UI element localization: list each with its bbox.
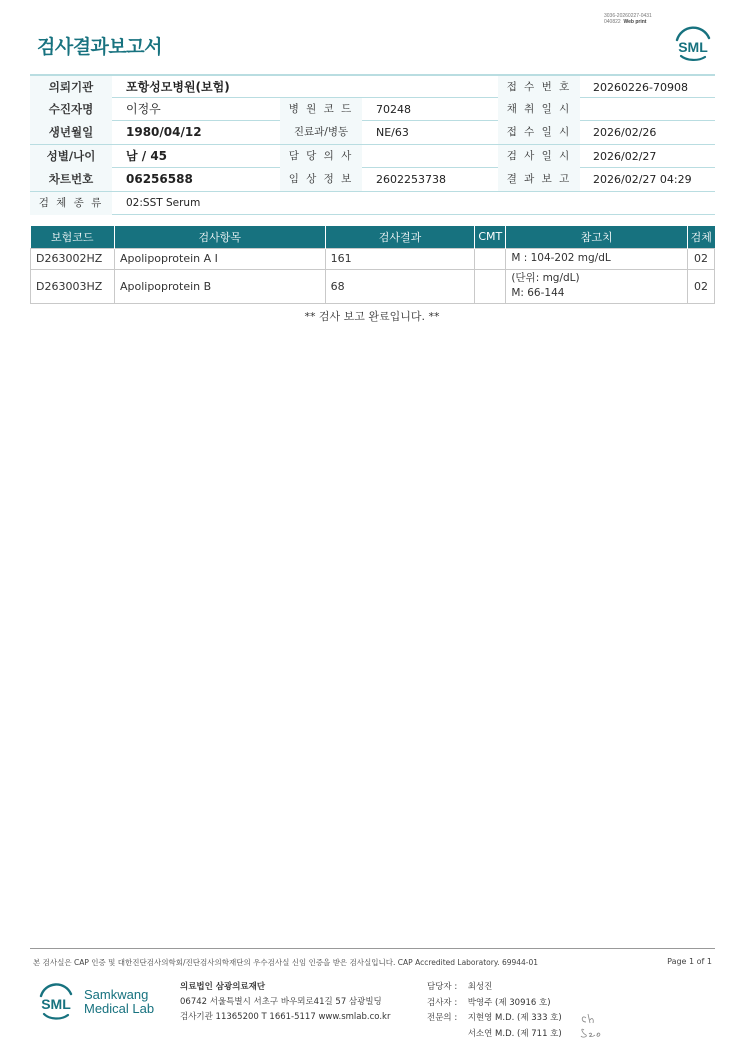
manager-label: 담당자 : [427, 982, 458, 992]
header-item: 검사항목 [114, 226, 325, 248]
receipt-date-value: 2026/02/26 [593, 126, 657, 139]
chart-value: 06256588 [126, 172, 193, 186]
results-header-row [31, 226, 715, 248]
test-date-label: 검 사 일 시 [506, 149, 572, 162]
report-complete-note: ** 검사 보고 완료입니다. ** [304, 310, 440, 323]
specialist-2: 서소연 M.D. (제 711 호) [467, 1028, 562, 1039]
svg-text:SML: SML [678, 39, 708, 55]
header-cmt: CMT [475, 226, 506, 248]
collection-label: 채 취 일 시 [506, 102, 572, 115]
specialist-1: 지현영 M.D. (제 333 호) [467, 1013, 562, 1023]
sex-age-value: 남 / 45 [126, 148, 168, 163]
header-reference: 참고치 [506, 226, 688, 248]
receipt-date-label: 접 수 일 시 [506, 126, 572, 138]
table-row [31, 248, 715, 269]
brand-line2: Medical Lab [84, 1001, 155, 1016]
info-row [30, 145, 715, 169]
org-contact: 검사기관 11365200 T 1661-5117 www.smlab.co.kr [180, 1012, 391, 1022]
sml-logo-icon [36, 980, 76, 1026]
info-row [30, 98, 715, 122]
table-row [31, 269, 715, 303]
insurance-code: D263003HZ [31, 269, 115, 303]
manager-name: 최성진 [467, 982, 493, 992]
requester-label: 의뢰기관 [48, 80, 94, 94]
organization-info [180, 980, 390, 1025]
staff-info [427, 980, 562, 1042]
info-row [30, 121, 715, 145]
page-title: 검사결과보고서 [37, 36, 162, 58]
patient-info-table [30, 74, 715, 215]
header-specimen: 검체 [687, 226, 714, 248]
test-cmt [475, 269, 506, 303]
brand-name [84, 988, 154, 1016]
certification-note: 본 검사실은 CAP 인증 및 대한진단검사의학회/진단검사의학재단의 우수검사실 신임 인증을 받은 검사실입니다. CAP Accredited Laboratory. 69944-01 [33, 958, 539, 967]
receipt-no-value: 20260226-70908 [593, 81, 688, 94]
info-row [30, 74, 715, 98]
patient-value: 이정우 [126, 101, 161, 116]
clinical-value: 2602253738 [376, 173, 446, 186]
info-row [30, 168, 715, 192]
page-number: Page 1 of 1 [667, 957, 712, 966]
tester-label: 검사자 : [427, 997, 458, 1008]
reference-range [506, 269, 688, 303]
print-code-line [604, 19, 652, 25]
print-code: 040822 [604, 19, 621, 25]
receipt-no-label: 접 수 번 호 [506, 81, 572, 93]
reference-range: M : 104-202 mg/dL [506, 248, 688, 269]
sex-age-label: 성별/나이 [46, 148, 96, 163]
signature-icon [578, 1010, 610, 1040]
test-result: 68 [325, 269, 475, 303]
test-date-value: 2026/02/27 [593, 149, 657, 163]
birth-label: 생년월일 [48, 125, 94, 139]
reference-value: M: 66-144 [511, 287, 565, 299]
sml-logo-icon [671, 24, 715, 64]
dept-value: NE/63 [376, 126, 409, 139]
specialist-label: 전문의 : [427, 1013, 458, 1023]
requester-value: 포항성모병원(보험) [126, 80, 230, 94]
patient-label: 수진자명 [48, 101, 94, 116]
org-name: 의료법인 삼광의료재단 [180, 982, 266, 992]
reference-unit: (단위: mg/dL) [511, 272, 580, 284]
specimen-value: 02:SST Serum [126, 196, 201, 209]
header-code: 보험코드 [31, 226, 115, 248]
birth-value: 1980/04/12 [126, 125, 202, 139]
specimen-code: 02 [687, 248, 714, 269]
results-table [30, 226, 715, 304]
clinical-label: 임 상 정 보 [288, 173, 354, 185]
org-address: 06742 서울특별시 서초구 바우뫼로41길 57 삼광빌딩 [180, 997, 382, 1007]
print-meta [604, 13, 652, 25]
header-result: 검사결과 [325, 226, 475, 248]
test-item: Apolipoprotein B [114, 269, 325, 303]
test-item: Apolipoprotein A I [114, 248, 325, 269]
footer-divider [30, 948, 715, 949]
svg-text:SML: SML [41, 996, 71, 1012]
dept-label: 진료과/병동 [293, 126, 349, 138]
doctor-label: 담 당 의 사 [288, 149, 354, 162]
info-row [30, 192, 715, 216]
print-id: 3036-20260227-0431 [604, 13, 652, 19]
hospital-code-value: 70248 [376, 102, 411, 116]
insurance-code: D263002HZ [31, 248, 115, 269]
test-cmt [475, 248, 506, 269]
print-mode: Web print [623, 19, 647, 25]
chart-label: 차트번호 [48, 172, 94, 186]
hospital-code-label: 병 원 코 드 [288, 102, 354, 115]
brand-line1: Samkwang [84, 987, 149, 1002]
specimen-code: 02 [687, 269, 714, 303]
tester-name: 박영주 (제 30916 호) [467, 997, 551, 1008]
test-result: 161 [325, 248, 475, 269]
report-label: 결 과 보 고 [506, 173, 572, 185]
report-value: 2026/02/27 04:29 [593, 173, 692, 186]
specimen-label: 검 체 종 류 [38, 196, 104, 209]
